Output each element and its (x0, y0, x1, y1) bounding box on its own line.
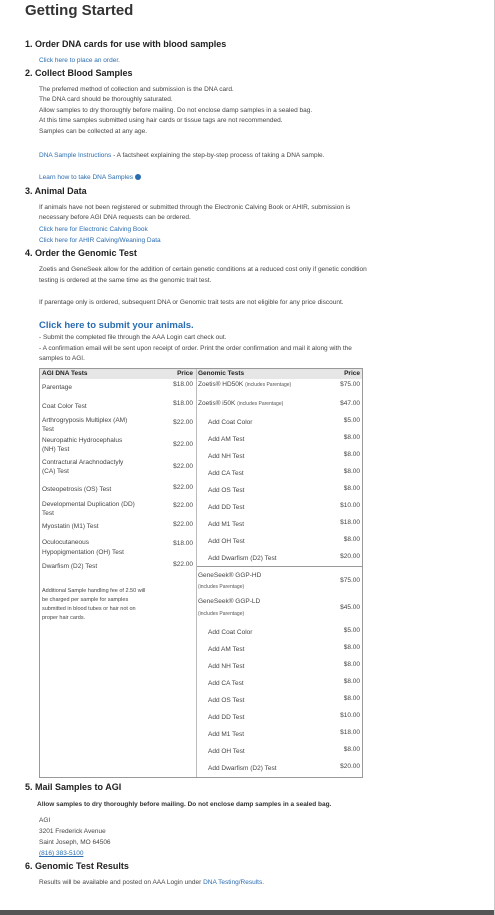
dna-test-price: $18.00 (173, 381, 193, 388)
submit-animals-link[interactable]: Click here to submit your animals. (39, 320, 194, 331)
collect-line-1: The preferred method of collection and submission is the DNA card. (39, 86, 234, 93)
addon-price: $20.00 (340, 763, 360, 770)
handling-fee-note-1: Additional Sample handling fee of 2.50 will (42, 588, 146, 594)
addon-price: $5.00 (343, 417, 360, 424)
dna-test-name-cont: (NH) Test (42, 446, 70, 453)
submit-bullet-3: samples to AGI. (39, 355, 85, 362)
section-1-heading: 1. Order DNA cards for use with blood samples (25, 39, 227, 49)
genomic-test-name: Zoetis® i50K (198, 400, 236, 407)
dna-price-table (39, 368, 363, 778)
electronic-calving-book-link[interactable]: Click here for Electronic Calving Book (39, 226, 148, 233)
genomic-section-divider (197, 566, 362, 567)
dna-test-price: $18.00 (173, 540, 193, 547)
addon-price: $8.00 (343, 644, 360, 651)
dna-test-name: Neuropathic Hydrocephalus (42, 437, 123, 444)
addon-name: Add Coat Color (208, 419, 253, 426)
includes-parentage: (includes Parentage) (237, 401, 284, 407)
addon-name: Add NH Test (208, 453, 245, 460)
animal-data-line-2: necessary before AGI DNA requests can be ordered. (39, 214, 191, 221)
table-column-divider (196, 369, 197, 777)
genomic-test-price: $75.00 (340, 381, 360, 388)
genomic-test-price: $45.00 (340, 604, 360, 611)
mail-warning: Allow samples to dry thoroughly before mailing. Do not enclose damp samples in a sealed bag. (37, 801, 332, 808)
dna-test-name: Osteopetrosis (OS) Test (42, 486, 112, 493)
dna-testing-results-link[interactable]: DNA Testing/Results. (203, 879, 264, 886)
genomic-p1-line-1: Zoetis and GeneSeek allow for the addition of certain genetic conditions at a reduced cost only if genetic condition (39, 266, 367, 273)
addon-name: Add CA Test (208, 470, 244, 477)
addon-name: Add DD Test (208, 714, 245, 721)
section-5-heading: 5. Mail Samples to AGI (25, 782, 122, 792)
genomic-test-i50k (198, 400, 283, 408)
includes-parentage: (includes Parentage) (198, 611, 245, 617)
addon-price: $8.00 (343, 468, 360, 475)
addon-name: Add NH Test (208, 663, 245, 670)
addon-name: Add CA Test (208, 680, 244, 687)
submit-bullet-2: - A confirmation email will be sent upon receipt of order. Print the order confirmation and mail it along with the (39, 345, 352, 352)
genomic-test-name: GeneSeek® GGP-HD (198, 572, 262, 579)
genomic-test-hd50k (198, 381, 291, 389)
genomic-p2: If parentage only is ordered, subsequent DNA or Genomic trait tests are not eligible for any price discount. (39, 299, 344, 306)
phone-link[interactable]: (816) 383-5100 (39, 850, 84, 857)
section-2-heading: 2. Collect Blood Samples (25, 68, 133, 78)
results-row (39, 878, 264, 888)
learn-dna-samples-link[interactable] (39, 173, 141, 183)
addon-price: $8.00 (343, 678, 360, 685)
addon-price: $8.00 (343, 434, 360, 441)
dna-test-name-cont: Test (42, 510, 54, 517)
learn-dna-samples-label: Learn how to take DNA Samples (39, 174, 133, 181)
addon-price: $8.00 (343, 451, 360, 458)
submit-bullet-1: - Submit the completed file through the AAA Login cart check out. (39, 334, 227, 341)
dna-test-price: $22.00 (173, 521, 193, 528)
addon-price: $8.00 (343, 485, 360, 492)
genomic-test-price: $75.00 (340, 577, 360, 584)
dna-test-name: Parentage (42, 384, 72, 391)
addon-price: $8.00 (343, 661, 360, 668)
addon-price: $8.00 (343, 536, 360, 543)
collect-line-3: Allow samples to dry thoroughly before mailing. Do not enclose damp samples in a sealed bag. (39, 107, 313, 114)
address-line-3: Saint Joseph, MO 64506 (39, 839, 111, 846)
dna-sample-instructions-link[interactable]: DNA Sample Instructions (39, 152, 112, 159)
dna-test-name: Contractural Arachnodactyly (42, 459, 124, 466)
collect-line-2: The DNA card should be thoroughly saturated. (39, 96, 173, 103)
address-line-2: 3201 Frederick Avenue (39, 828, 106, 835)
collect-line-4: At this time samples submitted using hair cards or tissue tags are not recommended. (39, 117, 283, 124)
instructions-row (39, 151, 324, 161)
dna-test-price: $22.00 (173, 419, 193, 426)
dna-test-price: $22.00 (173, 463, 193, 470)
dna-test-name-cont: Test (42, 426, 54, 433)
section-4-heading: 4. Order the Genomic Test (25, 248, 137, 258)
addon-name: Add Dwarfism (D2) Test (208, 555, 277, 562)
dna-test-name: Dwarfism (D2) Test (42, 563, 98, 570)
genomic-test-price: $47.00 (340, 400, 360, 407)
instructions-description: - A factsheet explaining the step-by-step process of taking a DNA sample. (111, 152, 325, 159)
includes-parentage: (includes Parentage) (245, 382, 292, 388)
section-3-heading: 3. Animal Data (25, 186, 87, 196)
addon-price: $8.00 (343, 746, 360, 753)
dna-test-price: $22.00 (173, 484, 193, 491)
dna-test-name: Coat Color Test (42, 403, 87, 410)
results-text: Results will be available and posted on AAA Login under (39, 879, 204, 886)
includes-parentage: (includes Parentage) (198, 584, 245, 590)
handling-fee-note-2: be charged per sample for samples (42, 597, 129, 603)
dna-test-name: Oculocutaneous (42, 539, 89, 546)
header-dna-tests: AGI DNA Tests (42, 370, 88, 377)
circle-arrow-icon (135, 174, 141, 180)
ahir-calving-link[interactable]: Click here for AHIR Calving/Weaning Data (39, 237, 161, 244)
addon-price: $18.00 (340, 519, 360, 526)
bottom-bar (0, 910, 494, 915)
header-genomic-tests: Genomic Tests (198, 370, 245, 377)
dna-test-name: Myostatin (M1) Test (42, 523, 99, 530)
addon-price: $20.00 (340, 553, 360, 560)
dna-test-price: $18.00 (173, 400, 193, 407)
addon-price: $10.00 (340, 712, 360, 719)
dna-test-price: $22.00 (173, 502, 193, 509)
addon-name: Add Dwarfism (D2) Test (208, 765, 277, 772)
address-line-1: AGI (39, 817, 51, 824)
addon-name: Add M1 Test (208, 731, 245, 738)
addon-name: Add OH Test (208, 538, 245, 545)
addon-price: $18.00 (340, 729, 360, 736)
dna-test-name: Arthrogryposis Multiplex (AM) (42, 417, 128, 424)
collect-line-5: Samples can be collected at any age. (39, 128, 148, 135)
genomic-test-name: Zoetis® HD50K (198, 381, 244, 388)
dna-test-price: $22.00 (173, 561, 193, 568)
page-title: Getting Started (25, 2, 134, 19)
addon-name: Add Coat Color (208, 629, 253, 636)
addon-name: Add M1 Test (208, 521, 245, 528)
handling-fee-note-4: proper hair cards. (42, 615, 86, 621)
dna-test-name: Developmental Duplication (DD) (42, 501, 135, 508)
dna-test-price: $22.00 (173, 441, 193, 448)
addon-name: Add AM Test (208, 646, 245, 653)
section-6-heading: 6. Genomic Test Results (25, 861, 129, 871)
addon-name: Add OS Test (208, 697, 245, 704)
place-order-link[interactable]: Click here to place an order. (39, 57, 120, 64)
genomic-p1-line-2: testing is ordered at the same time as the genomic trait test. (39, 277, 212, 284)
addon-name: Add OH Test (208, 748, 245, 755)
genomic-test-name: GeneSeek® GGP-LD (198, 598, 261, 605)
addon-price: $5.00 (343, 627, 360, 634)
addon-name: Add AM Test (208, 436, 245, 443)
addon-name: Add DD Test (208, 504, 245, 511)
addon-price: $8.00 (343, 695, 360, 702)
handling-fee-note-3: submitted in blood tubes or hair not on (42, 606, 136, 612)
addon-price: $10.00 (340, 502, 360, 509)
animal-data-line-1: If animals have not been registered or submitted through the Electronic Calving Book or AHIR, submission is (39, 204, 351, 211)
dna-test-name-cont: (CA) Test (42, 468, 69, 475)
header-price-2: Price (344, 370, 360, 377)
dna-test-name-cont: Hypopigmentation (OH) Test (42, 549, 124, 556)
addon-name: Add OS Test (208, 487, 245, 494)
header-price: Price (177, 370, 193, 377)
